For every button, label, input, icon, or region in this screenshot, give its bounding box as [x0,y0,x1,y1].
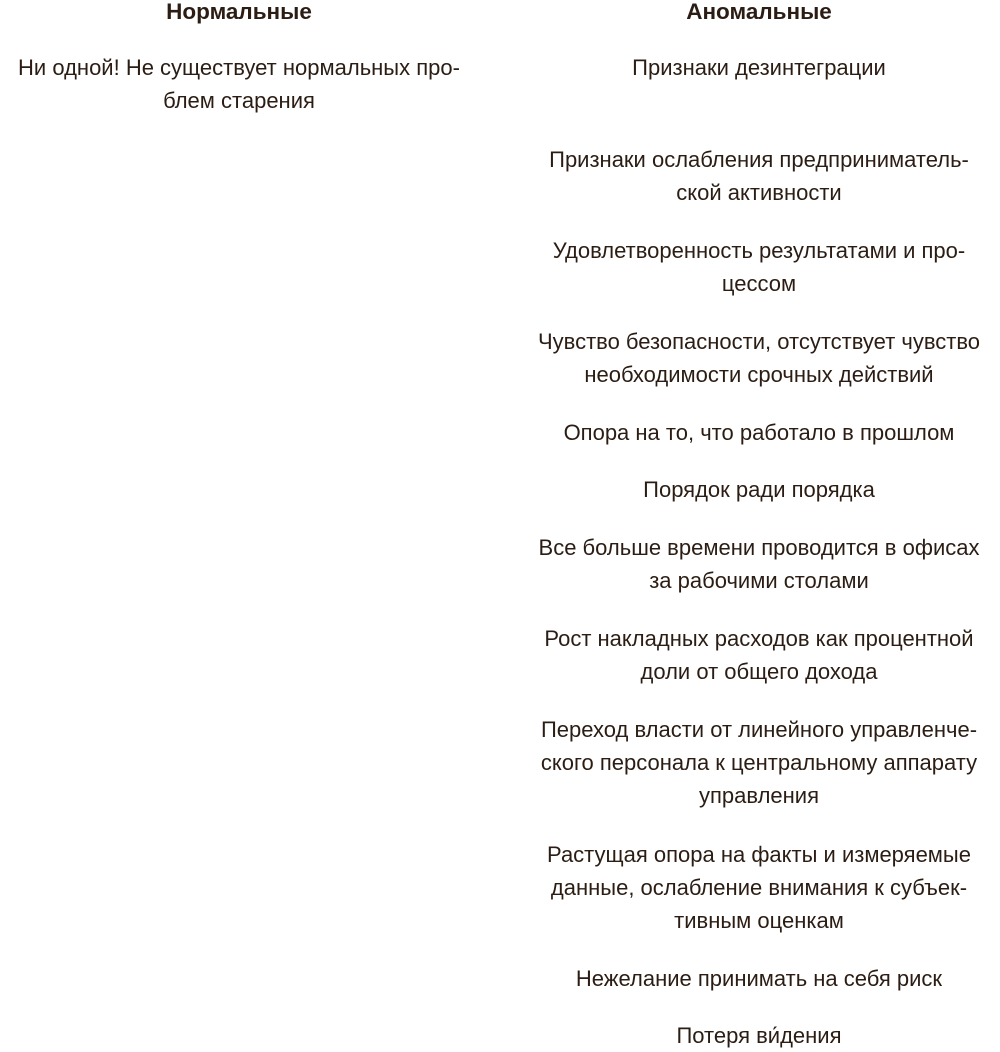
abnormal-cell [518,531,1000,597]
abnormal-cell [518,473,1000,506]
cell-line: Признаки дезинтеграции [632,55,886,80]
abnormal-cell [518,416,1000,449]
cell-line: ского персонала к центральному аппарату [540,750,978,775]
cell-line: цессом [721,271,797,296]
abnormal-column-heading: Аномальные [686,0,832,24]
abnormal-cell [518,962,1000,995]
cell-line: Опора на то, что работало в прошлом [563,420,955,445]
cell-line: данные, ослабление внимания к субъек- [550,875,968,900]
abnormal-cell [518,143,1000,209]
cell-line: ской активности [676,180,842,205]
cell-line: Удовлетворенность результатами и про- [552,238,966,263]
normal-cell [0,51,478,117]
abnormal-cell [518,234,1000,300]
cell-line: Порядок ради порядка [643,477,875,502]
cell-line: блем старения [163,88,315,113]
abnormal-cell [518,325,1000,391]
abnormal-cell [518,1019,1000,1052]
abnormal-cell [518,622,1000,688]
cell-line: Рост накладных расходов как процентной [544,626,974,651]
cell-line: Все больше времени проводится в офисах [538,535,980,560]
cell-line: Ни одной! Не существует нормальных про- [18,55,460,80]
cell-line: управления [699,783,819,808]
cell-line: Признаки ослабления предприниматель- [549,147,969,172]
abnormal-cell [518,838,1000,937]
abnormal-cell [518,713,1000,812]
cell-line: Чувство безопасности, отсутствует чувство [537,329,981,354]
cell-line: необходимости срочных действий [584,362,934,387]
normal-column-heading: Нормальные [166,0,312,24]
cell-line: за рабочими столами [649,568,869,593]
cell-line: Переход власти от линейного управленче- [540,717,978,742]
cell-line: тивным оценкам [674,908,844,933]
cell-line: доли от общего дохода [640,659,878,684]
abnormal-cell [518,51,1000,84]
cell-line: Потеря ви́дения [676,1023,842,1048]
cell-line: Нежелание принимать на себя риск [575,966,943,991]
cell-line: Растущая опора на факты и измеряемые [547,842,971,867]
